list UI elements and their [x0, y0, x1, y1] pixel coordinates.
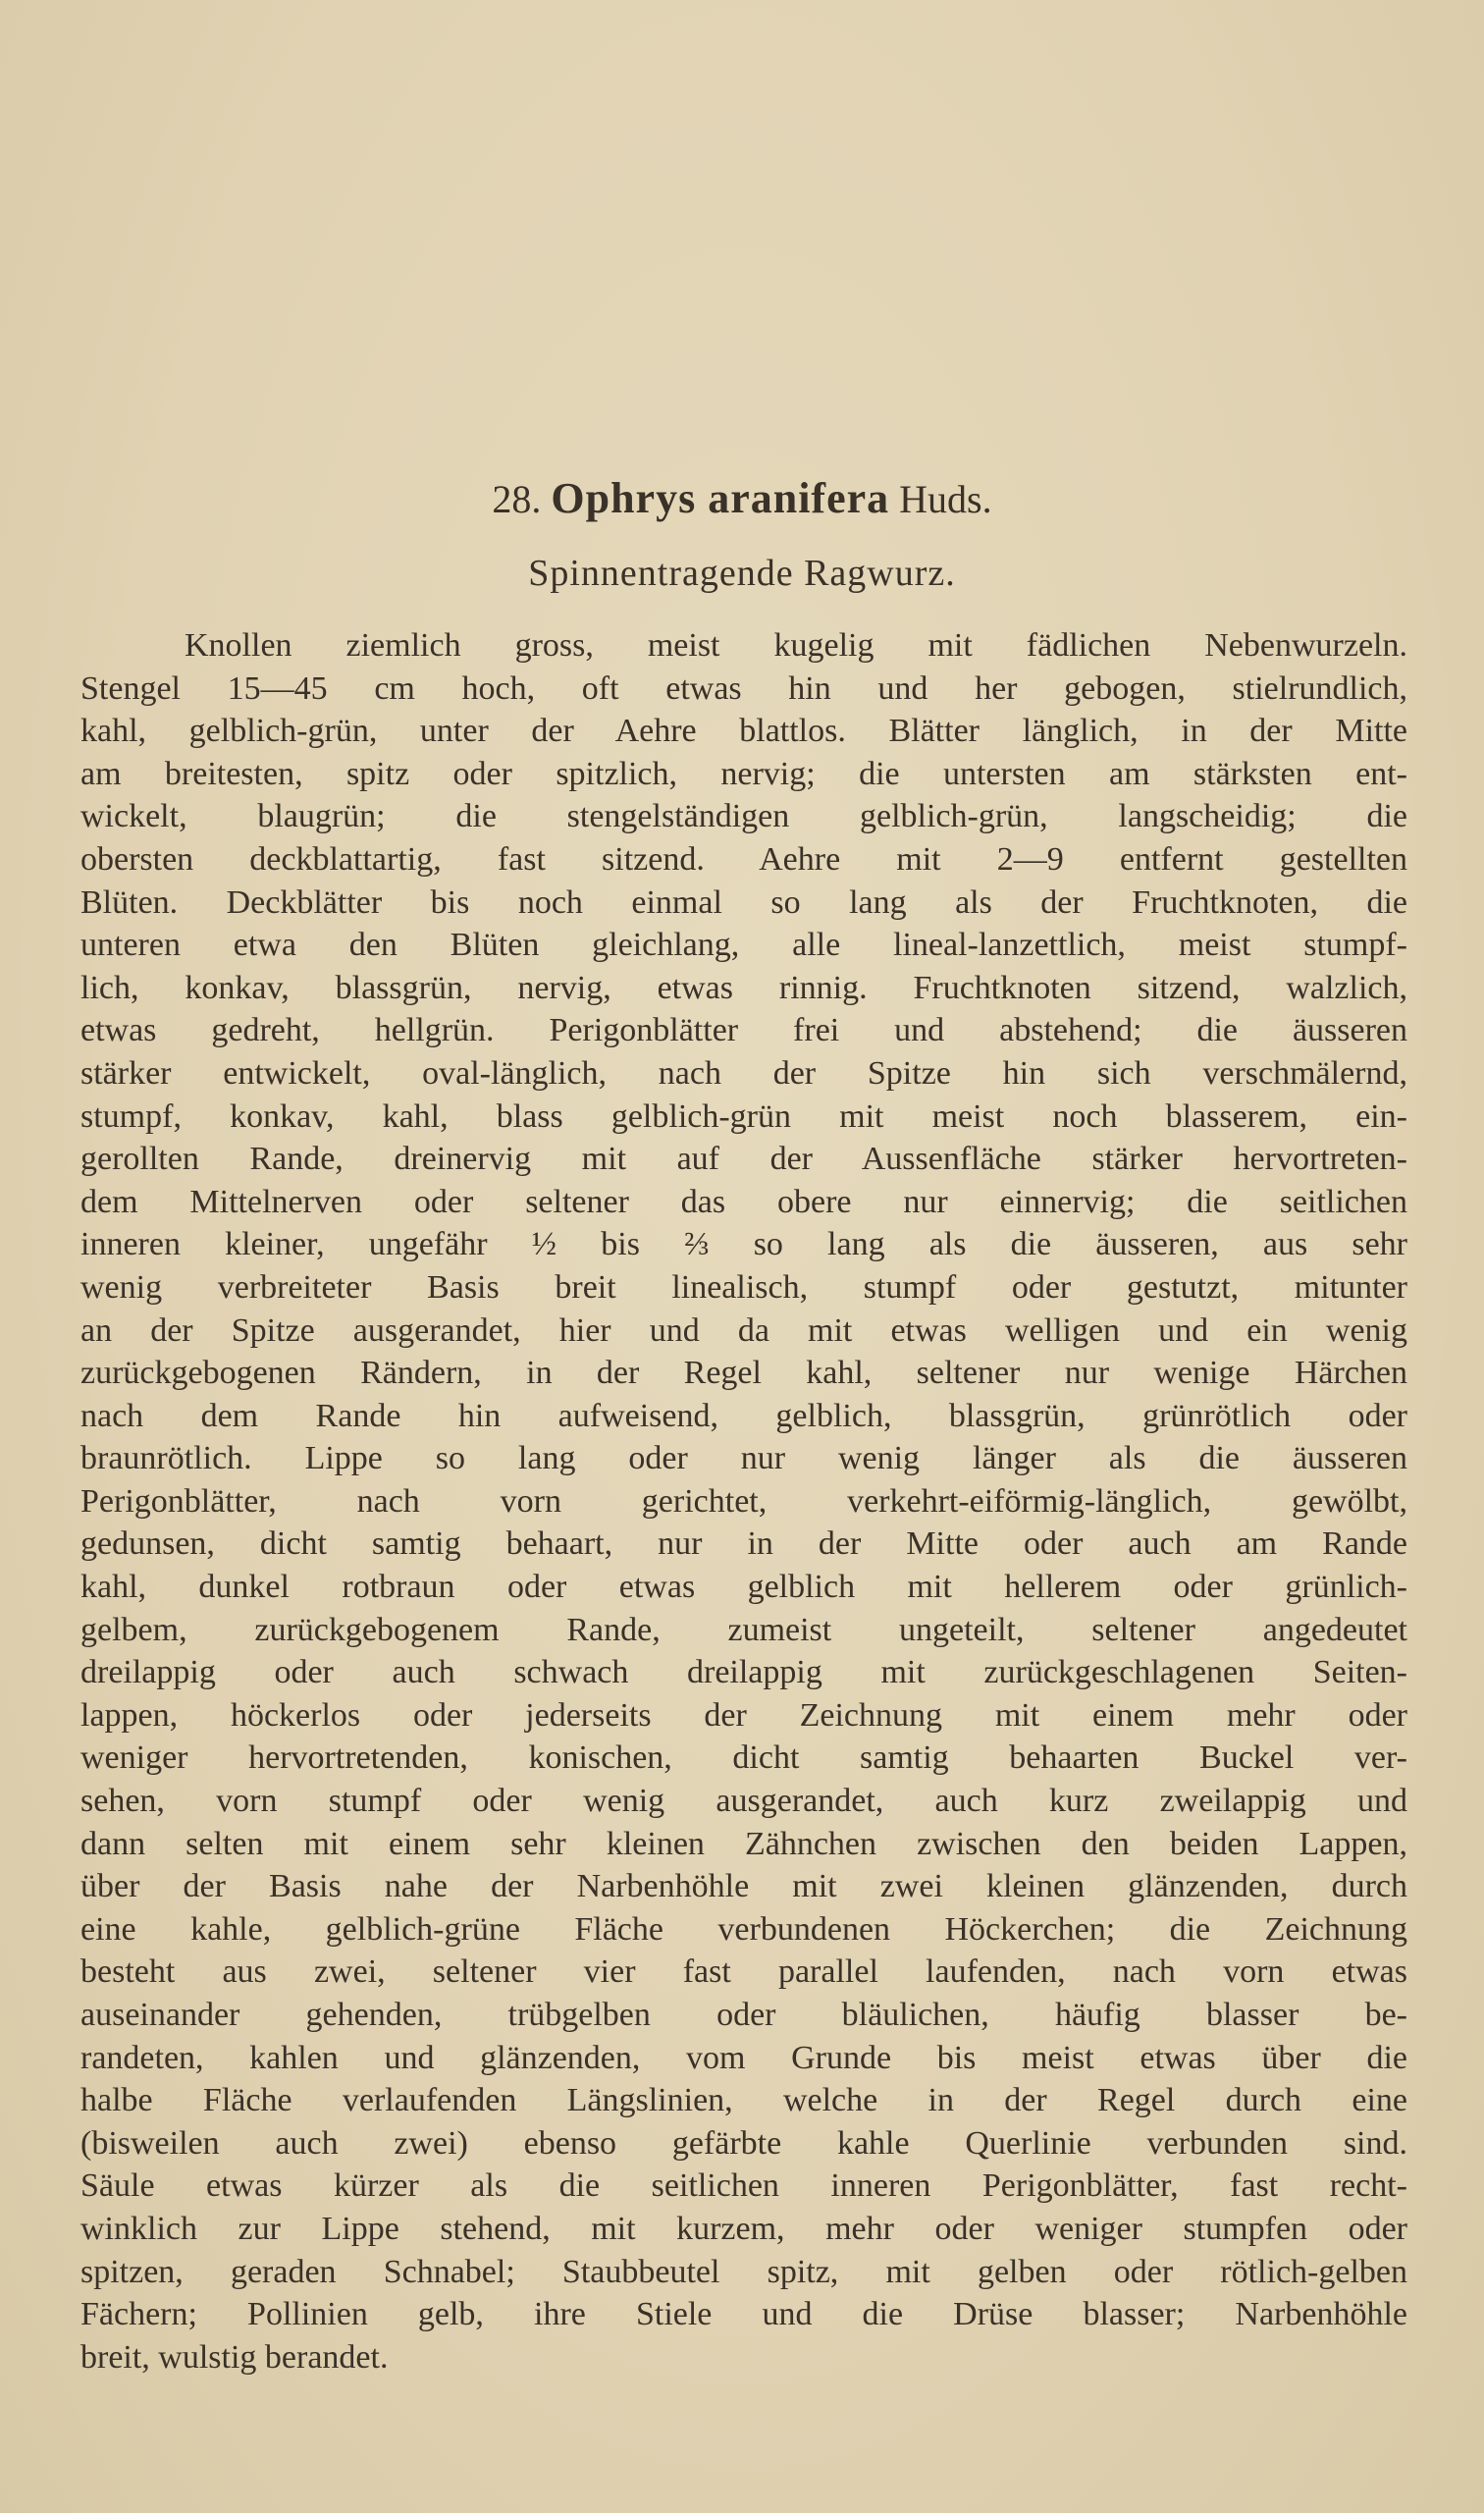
text-line: dem Mittelnerven oder seltener das obere nur einnervig; die seitlichen [80, 1183, 1407, 1220]
text-line: kahl, dunkel rotbraun oder etwas gelblich mit hellerem oder grünlich- [80, 1569, 1407, 1606]
text-line: sehen, vorn stumpf oder wenig ausgerandet, auch kurz zweilappig und [80, 1783, 1407, 1820]
text-line: unteren etwa den Blüten gleichlang, alle lineal-lanzettlich, meist stumpf- [80, 927, 1407, 964]
text-line: besteht aus zwei, seltener vier fast parallel laufenden, nach vorn etwas [80, 1953, 1407, 1991]
text-line: inneren kleiner, ungefähr ½ bis ⅔ so lang als die äusseren, aus sehr [80, 1226, 1407, 1263]
text-line: eine kahle, gelblich-grüne Fläche verbundenen Höckerchen; die Zeichnung [80, 1910, 1407, 1948]
entry-number: 28. [492, 477, 542, 521]
text-line: breit, wulstig berandet. [80, 2338, 389, 2376]
text-line: an der Spitze ausgerandet, hier und da mit etwas welligen und ein wenig [80, 1311, 1407, 1349]
text-line: winklich zur Lippe stehend, mit kurzem, mehr oder weniger stumpfen oder [80, 2210, 1407, 2247]
text-line: randeten, kahlen und glänzenden, vom Grunde bis meist etwas über die [80, 2039, 1407, 2076]
text-line: Knollen ziemlich gross, meist kugelig mit fädlichen Nebenwurzeln. [185, 627, 1407, 664]
text-line: stärker entwickelt, oval-länglich, nach der Spitze hin sich verschmälernd, [80, 1054, 1407, 1092]
text-line: weniger hervortretenden, konischen, dicht samtig behaarten Buckel ver- [80, 1739, 1407, 1777]
text-line: gedunsen, dicht samtig behaart, nur in der Mitte oder auch am Rande [80, 1525, 1407, 1563]
text-line: halbe Fläche verlaufenden Längslinien, welche in der Regel durch eine [80, 2082, 1407, 2119]
text-line: auseinander gehenden, trübgelben oder bläulichen, häufig blasser be- [80, 1997, 1407, 2033]
text-line: lich, konkav, blassgrün, nervig, etwas rinnig. Fruchtknoten sitzend, walzlich, [80, 969, 1407, 1006]
text-line: zurückgebogenen Rändern, in der Regel kahl, seltener nur wenige Härchen [80, 1355, 1407, 1392]
species-name: Ophrys aranifera [551, 474, 890, 522]
common-name: Spinnentragende Ragwurz. [528, 553, 956, 594]
text-line: Perigonblätter, nach vorn gerichtet, verkehrt-eiförmig-länglich, gewölbt, [80, 1482, 1407, 1520]
text-line: Stengel 15—45 cm hoch, oft etwas hin und her gebogen, stielrundlich, [80, 669, 1407, 707]
text-line: stumpf, konkav, kahl, blass gelblich-grün mit meist noch blasserem, ein- [80, 1097, 1407, 1135]
text-line: spitzen, geraden Schnabel; Staubbeutel spitz, mit gelben oder rötlich-gelben [80, 2253, 1407, 2290]
text-line: Blüten. Deckblätter bis noch einmal so lang als der Fruchtknoten, die [80, 883, 1407, 921]
text-line: (bisweilen auch zwei) ebenso gefärbte kahle Querlinie verbunden sind. [80, 2124, 1407, 2162]
text-line: gerollten Rande, dreinervig mit auf der Aussenfläche stärker hervortreten- [80, 1141, 1407, 1178]
text-line: dreilappig oder auch schwach dreilappig mit zurückgeschlagenen Seiten- [80, 1654, 1407, 1691]
text-line: wenig verbreiteter Basis breit linealisch, stumpf oder gestutzt, mitunter [80, 1268, 1407, 1306]
text-line: braunrötlich. Lippe so lang oder nur wenig länger als die äusseren [80, 1440, 1407, 1477]
text-line: lappen, höckerlos oder jederseits der Zeichnung mit einem mehr oder [80, 1696, 1407, 1734]
page-heading [0, 471, 1484, 527]
text-line: dann selten mit einem sehr kleinen Zähnchen zwischen den beiden Lappen, [80, 1825, 1407, 1862]
text-line: obersten deckblattartig, fast sitzend. Aehre mit 2—9 entfernt gestellten [80, 840, 1407, 878]
text-line: etwas gedreht, hellgrün. Perigonblätter frei und abstehend; die äusseren [80, 1012, 1407, 1049]
description-text [80, 624, 1407, 2379]
text-line: über der Basis nahe der Narbenhöhle mit zwei kleinen glänzenden, durch [80, 1868, 1407, 1905]
text-line: Fächern; Pollinien gelb, ihre Stiele und die Drüse blasser; Narbenhöhle [80, 2296, 1407, 2333]
text-line: kahl, gelblich-grün, unter der Aehre blattlos. Blätter länglich, in der Mitte [80, 713, 1407, 750]
text-line: Säule etwas kürzer als die seitlichen inneren Perigonblätter, fast recht- [80, 2167, 1407, 2205]
text-line: am breitesten, spitz oder spitzlich, nervig; die untersten am stärksten ent- [80, 755, 1407, 792]
text-line: gelbem, zurückgebogenem Rande, zumeist ungeteilt, seltener angedeutet [80, 1611, 1407, 1648]
text-line: wickelt, blaugrün; die stengelständigen gelblich-grün, langscheidig; die [80, 798, 1407, 835]
author-abbreviation: Huds. [899, 477, 992, 521]
text-line: nach dem Rande hin aufweisend, gelblich, blassgrün, grünrötlich oder [80, 1397, 1407, 1434]
